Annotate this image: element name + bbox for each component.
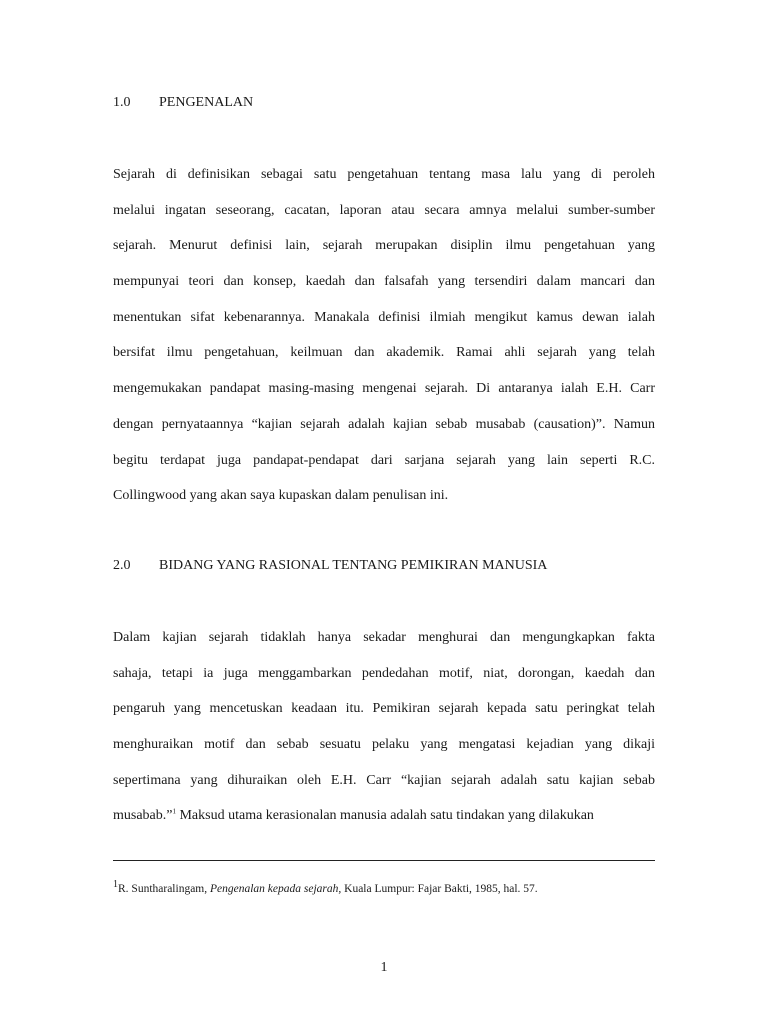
paragraph-line	[113, 798, 655, 834]
footnote-separator	[113, 860, 655, 861]
paragraph-line: sejarah. Menurut definisi lain, sejarah merupakan disiplin ilmu pengetahuan yang	[113, 238, 655, 254]
paragraph-line: begitu terdapat juga pandapat-pendapat dari sarjana sejarah yang lain seperti R.C.	[113, 452, 655, 468]
footnote-publication: Kuala Lumpur: Fajar Bakti, 1985, hal. 57.	[341, 883, 538, 895]
paragraph-line: Sejarah di definisikan sebagai satu pengetahuan tentang masa lalu yang di peroleh	[113, 167, 655, 182]
section-number: 1.0	[113, 95, 131, 110]
paragraph-line: melalui ingatan seseorang, cacatan, laporan atau secara amnya melalui sumber-sumber	[113, 202, 655, 218]
paragraph-line: dengan pernyataannya “kajian sejarah adalah kajian sebab musabab (causation)”. Namun	[113, 416, 655, 432]
paragraph-line: mengemukakan pandapat masing-masing mengenai sejarah. Di antaranya ialah E.H. Carr	[113, 381, 655, 397]
section-heading-2	[113, 557, 547, 575]
footnote-reference[interactable]: 1	[172, 807, 176, 816]
footnote	[113, 881, 538, 897]
paragraph-line: sahaja, tetapi ia juga menggambarkan pendedahan motif, niat, dorongan, kaedah dan	[113, 665, 655, 681]
footnote-author: R. Suntharalingam,	[118, 883, 210, 895]
paragraph-line: mempunyai teori dan konsep, kaedah dan falsafah yang tersendiri dalam mancari dan	[113, 274, 655, 290]
paragraph-line: bersifat ilmu pengetahuan, keilmuan dan akademik. Ramai ahli sejarah yang telah	[113, 345, 655, 361]
page-number: 1	[380, 960, 388, 975]
paragraph-line: pengaruh yang mencetuskan keadaan itu. Pemikiran sejarah kepada satu peringkat telah	[113, 701, 655, 717]
paragraph-line: menentukan sifat kebenarannya. Manakala definisi ilmiah mengikut kamus dewan ialah	[113, 309, 655, 325]
paragraph-line: menghuraikan motif dan sebab sesuatu pelaku yang mengatasi kejadian yang dikaji	[113, 737, 655, 753]
footnote-book-title: Pengenalan kepada sejarah,	[210, 883, 342, 895]
footnote-number: 1	[113, 879, 118, 891]
line-text-start: musabab.”	[113, 808, 173, 824]
paragraph-rational-thinking	[113, 620, 655, 834]
section-title: BIDANG YANG RASIONAL TENTANG PEMIKIRAN MANUSIA	[159, 558, 548, 573]
section-heading-1	[113, 94, 253, 112]
paragraph-line: Dalam kajian sejarah tidaklah hanya sekadar menghurai dan mengungkapkan fakta	[113, 630, 655, 645]
section-number: 2.0	[113, 558, 131, 573]
paragraph-line: Collingwood yang akan saya kupaskan dalam penulisan ini.	[113, 488, 449, 504]
paragraph-line: sepertimana yang dihuraikan oleh E.H. Carr “kajian sejarah adalah satu kajian sebab	[113, 772, 655, 788]
section-title: PENGENALAN	[159, 95, 254, 110]
line-text-end: Maksud utama kerasionalan manusia adalah satu tindakan yang dilakukan	[175, 808, 594, 824]
paragraph-introduction	[113, 157, 655, 514]
